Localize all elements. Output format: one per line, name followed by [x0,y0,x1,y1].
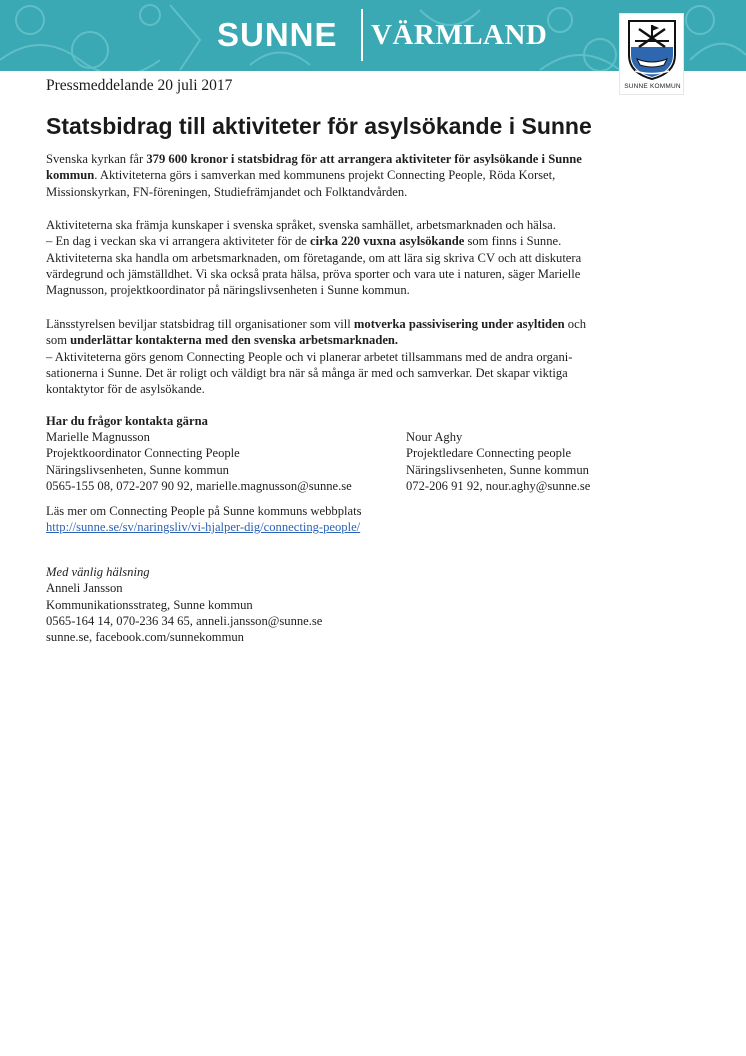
paragraph-line: sationerna i Sunne. Det är roligt och väldigt bra när så många är med och samverkar. Det skapar viktiga [46,365,568,380]
contact-name: Marielle Magnusson [46,430,150,444]
contact-title: Projektkoordinator Connecting People [46,446,240,461]
press-release-date: Pressmeddelande 20 juli 2017 [46,77,233,94]
contact-phone-email: 072-206 91 92, nour.aghy@sunne.se [406,478,591,493]
contact-name: Nour Aghy [406,430,463,444]
page-title: Statsbidrag till aktiviteter för asylsökande i Sunne [46,113,592,139]
contact-phone-email: 0565-155 08, 072-207 90 92, marielle.magnusson@sunne.se [46,478,352,493]
brand-divider [361,9,363,61]
signature-name: Anneli Jansson [46,581,123,596]
text-span: som [46,333,71,348]
contacts-heading: Har du frågor kontakta gärna [46,414,208,428]
bold-text: cirka 220 vuxna asylsökande [310,234,465,249]
paragraph-line [46,332,666,348]
signature-phone-email: 0565-164 14, 070-236 34 65, anneli.jansson@sunne.se [46,613,323,628]
paragraph-line: Missionskyrkan, FN-föreningen, Studiefrämjandet och Folktandvården. [46,184,408,199]
logo-caption: SUNNE KOMMUN [624,83,681,90]
paragraph-line: värdegrund och jämställdhet. Vi ska också prata hälsa, pröva sporter och vara ute i naturen, säger Marielle [46,266,581,281]
signature-web: sunne.se, facebook.com/sunnekommun [46,630,244,645]
bold-text: 379 600 kronor i statsbidrag för att arrangera aktiviteter för asylsökande i Sunne [146,152,582,166]
text-span: som finns i Sunne. [464,234,562,249]
brand-sunne: SUNNE [217,16,338,53]
coat-of-arms-icon [627,19,677,81]
read-more [46,503,666,536]
paragraph-line: kontaktytor för de asylsökande. [46,382,205,397]
paragraph-line [46,167,666,183]
bold-text: motverka passivisering under asyltiden [353,317,565,331]
bold-text: underlättar kontakterna med den svenska arbetsmarknaden. [70,333,399,348]
signature [46,564,666,645]
sunne-kommun-logo [619,13,684,95]
paragraph-line: Aktiviteterna ska främja kunskaper i svenska språket, svenska samhället, arbetsmarknaden och hälsa. [46,218,556,232]
paragraph-intro [46,151,666,200]
bold-text: kommun [46,168,95,183]
brand-varmland: VÄRMLAND [371,19,548,51]
text-span: Länsstyrelsen beviljar statsbidrag till organisationer som vill [46,317,354,331]
paragraph-activities [46,217,666,298]
paragraph-line [46,151,666,167]
paragraph-line: Magnusson, projektkoordinator på näringslivsenheten i Sunne kommun. [46,283,410,298]
text-span: Svenska kyrkan får [46,152,147,166]
connecting-people-link[interactable]: http://sunne.se/sv/naringsliv/vi-hjalper-dig/connecting-people/ [46,520,361,535]
text-span: och [564,317,586,331]
contact-title: Projektledare Connecting people [406,446,572,461]
paragraph-line [46,316,666,332]
contact-left [46,429,352,494]
contact-unit: Näringslivsenheten, Sunne kommun [406,462,589,477]
contact-unit: Näringslivsenheten, Sunne kommun [46,462,229,477]
contact-right [406,429,590,494]
text-span: – En dag i veckan ska vi arrangera aktiviteter för de [46,234,311,249]
read-more-text: Läs mer om Connecting People på Sunne kommuns webbplats [46,504,362,518]
text-span: . Aktiviteterna görs i samverkan med kommunens projekt Connecting People, Röda Korset, [94,168,556,183]
paragraph-line [46,233,666,249]
signature-title: Kommunikationsstrateg, Sunne kommun [46,597,253,612]
signature-greeting: Med vänlig hälsning [46,565,150,579]
paragraph-grant [46,316,666,397]
paragraph-line: Aktiviteterna ska handla om arbetsmarknaden, om företagande, om att lära sig skriva CV och att diskutera [46,250,582,265]
paragraph-line: – Aktiviteterna görs genom Connecting People och vi planerar arbetet tillsammans med de andra organi- [46,349,573,364]
